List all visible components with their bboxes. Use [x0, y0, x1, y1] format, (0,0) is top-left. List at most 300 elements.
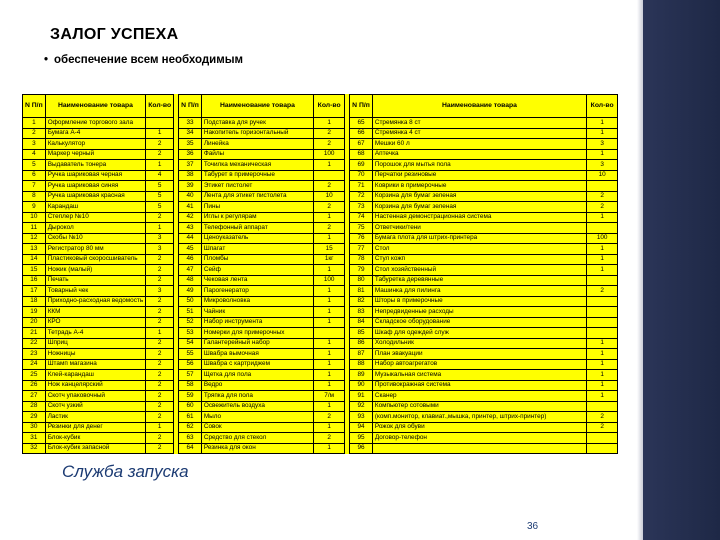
- item-name: Точилка механическая: [201, 160, 313, 171]
- item-quantity: 1: [587, 338, 618, 349]
- table-row: [179, 370, 345, 381]
- item-quantity: [587, 433, 618, 444]
- row-number: 74: [350, 212, 373, 223]
- item-quantity: 3: [146, 244, 174, 255]
- row-number: 94: [350, 422, 373, 433]
- item-name: Средство для стекол: [201, 433, 313, 444]
- table-row: [23, 422, 174, 433]
- item-quantity: 2: [146, 265, 174, 276]
- item-name: Чековая лента: [201, 275, 313, 286]
- row-number: 72: [350, 191, 373, 202]
- row-number: 7: [23, 181, 46, 192]
- item-quantity: 1: [314, 401, 345, 412]
- row-number: 24: [23, 359, 46, 370]
- item-name: Щетка для пола: [201, 370, 313, 381]
- item-quantity: 100: [314, 149, 345, 160]
- row-number: 88: [350, 359, 373, 370]
- row-number: 59: [179, 391, 202, 402]
- item-name: Коврики в примерочные: [372, 181, 586, 192]
- item-name: Настенная демонстрационная система: [372, 212, 586, 223]
- row-number: 43: [179, 223, 202, 234]
- item-quantity: 10: [587, 170, 618, 181]
- row-number: 41: [179, 202, 202, 213]
- item-name: Ведро: [201, 380, 313, 391]
- item-name: Товарный чек: [45, 286, 146, 297]
- item-quantity: 5: [146, 202, 174, 213]
- footer-caption: Служба запуска: [62, 462, 189, 481]
- item-quantity: 1: [587, 391, 618, 402]
- table-row: [350, 265, 618, 276]
- row-number: 91: [350, 391, 373, 402]
- table-row: [350, 380, 618, 391]
- row-number: 92: [350, 401, 373, 412]
- row-number: 65: [350, 118, 373, 129]
- item-quantity: 1: [146, 128, 174, 139]
- row-number: 75: [350, 223, 373, 234]
- item-quantity: 2: [146, 317, 174, 328]
- item-name: Корзина для бумаг зеленая: [372, 191, 586, 202]
- row-number: 25: [23, 370, 46, 381]
- table-row: [23, 244, 174, 255]
- item-name: Набор автоагрегатов: [372, 359, 586, 370]
- item-quantity: 2: [146, 370, 174, 381]
- table-row: [179, 118, 345, 129]
- col-header-n: N П/п: [23, 95, 46, 118]
- page-number: 36: [527, 521, 539, 532]
- item-quantity: 2: [146, 359, 174, 370]
- table-row: [179, 317, 345, 328]
- table-row: [350, 391, 618, 402]
- table-row: [23, 359, 174, 370]
- row-number: 86: [350, 338, 373, 349]
- table-row: [350, 433, 618, 444]
- table-row: [23, 128, 174, 139]
- row-number: 85: [350, 328, 373, 339]
- row-number: 3: [23, 139, 46, 150]
- item-quantity: 2: [314, 202, 345, 213]
- row-number: 40: [179, 191, 202, 202]
- item-quantity: 1: [314, 338, 345, 349]
- table-row: [179, 223, 345, 234]
- item-name: Лента для этикет пистолета: [201, 191, 313, 202]
- row-number: 31: [23, 433, 46, 444]
- item-name: Сейф: [201, 265, 313, 276]
- item-quantity: 3: [146, 286, 174, 297]
- table-row: [23, 391, 174, 402]
- item-name: Выдаватель тонера: [45, 160, 146, 171]
- table-row: [179, 265, 345, 276]
- item-name: Телефонный аппарат: [201, 223, 313, 234]
- item-quantity: 1: [587, 359, 618, 370]
- table-row: [350, 149, 618, 160]
- table-row: [23, 328, 174, 339]
- row-number: 38: [179, 170, 202, 181]
- item-quantity: 1: [587, 244, 618, 255]
- table-row: [350, 422, 618, 433]
- table-row: [23, 296, 174, 307]
- item-quantity: 1: [314, 307, 345, 318]
- item-quantity: 3: [146, 233, 174, 244]
- item-quantity: [587, 328, 618, 339]
- item-quantity: 1: [314, 233, 345, 244]
- item-quantity: [587, 275, 618, 286]
- item-name: Подставка для ручек: [201, 118, 313, 129]
- row-number: 12: [23, 233, 46, 244]
- table-row: [23, 443, 174, 454]
- item-quantity: 1: [587, 212, 618, 223]
- item-name: Линейка: [201, 139, 313, 150]
- item-name: Чайник: [201, 307, 313, 318]
- table-row: [179, 412, 345, 423]
- table-row: [179, 191, 345, 202]
- sidebar-decoration: [643, 0, 720, 540]
- item-quantity: 1кг: [314, 254, 345, 265]
- row-number: 93: [350, 412, 373, 423]
- item-quantity: 1: [587, 349, 618, 360]
- table-row: [350, 349, 618, 360]
- table-row: [179, 139, 345, 150]
- row-number: 78: [350, 254, 373, 265]
- row-number: 71: [350, 181, 373, 192]
- row-number: 87: [350, 349, 373, 360]
- item-quantity: [146, 118, 174, 129]
- item-quantity: 1: [314, 160, 345, 171]
- item-quantity: 5: [146, 191, 174, 202]
- item-quantity: 2: [587, 286, 618, 297]
- item-name: Совок: [201, 422, 313, 433]
- table-row: [179, 181, 345, 192]
- table-row: [350, 202, 618, 213]
- inventory-table-2: [178, 94, 345, 454]
- table-row: [23, 202, 174, 213]
- row-number: 79: [350, 265, 373, 276]
- table-row: [179, 401, 345, 412]
- row-number: 44: [179, 233, 202, 244]
- item-name: Галантерейный набор: [201, 338, 313, 349]
- item-quantity: 1: [587, 118, 618, 129]
- item-name: (комп.монитор, клавиат.,мышка, принтер, штрих-принтер): [372, 412, 586, 423]
- item-name: Шторы в примерочные: [372, 296, 586, 307]
- item-name: Аптечка: [372, 149, 586, 160]
- item-quantity: 3: [587, 160, 618, 171]
- item-quantity: 2: [314, 139, 345, 150]
- item-name: КРО: [45, 317, 146, 328]
- item-name: Скобы №10: [45, 233, 146, 244]
- item-quantity: [314, 170, 345, 181]
- item-quantity: 2: [587, 412, 618, 423]
- col-header-name: Наименование товара: [372, 95, 586, 118]
- row-number: 49: [179, 286, 202, 297]
- row-number: 56: [179, 359, 202, 370]
- item-name: Пластиковый скоросшиватель: [45, 254, 146, 265]
- item-quantity: 1: [587, 380, 618, 391]
- item-quantity: 2: [146, 349, 174, 360]
- table-row: [179, 160, 345, 171]
- row-number: 60: [179, 401, 202, 412]
- item-name: Бумага А-4: [45, 128, 146, 139]
- item-name: Стол хозяйственный: [372, 265, 586, 276]
- item-name: Табуретка деревянные: [372, 275, 586, 286]
- item-name: Клей-карандаш: [45, 370, 146, 381]
- table-row: [179, 338, 345, 349]
- item-quantity: 2: [146, 412, 174, 423]
- item-name: Номерки для примерочных: [201, 328, 313, 339]
- inventory-table-1: [22, 94, 174, 454]
- item-name: Стремянка 4 ст: [372, 128, 586, 139]
- row-number: 21: [23, 328, 46, 339]
- row-number: 51: [179, 307, 202, 318]
- item-quantity: 2: [146, 338, 174, 349]
- row-number: 58: [179, 380, 202, 391]
- row-number: 62: [179, 422, 202, 433]
- item-name: Музыкальная система: [372, 370, 586, 381]
- row-number: 27: [23, 391, 46, 402]
- table-row: [23, 286, 174, 297]
- inventory-tables: [22, 94, 618, 454]
- table-row: [23, 223, 174, 234]
- table-row: [350, 338, 618, 349]
- item-name: Ручка шариковая красная: [45, 191, 146, 202]
- row-number: 95: [350, 433, 373, 444]
- row-number: 23: [23, 349, 46, 360]
- item-name: Машинка для пилинга: [372, 286, 586, 297]
- item-name: Ножницы: [45, 349, 146, 360]
- item-quantity: 4: [146, 170, 174, 181]
- item-quantity: 1: [314, 370, 345, 381]
- table-row: [179, 433, 345, 444]
- item-quantity: 2: [146, 275, 174, 286]
- item-quantity: [314, 328, 345, 339]
- item-name: Сканер: [372, 391, 586, 402]
- table-row: [350, 160, 618, 171]
- row-number: 96: [350, 443, 373, 454]
- item-name: Набор инструмента: [201, 317, 313, 328]
- row-number: 82: [350, 296, 373, 307]
- row-number: 16: [23, 275, 46, 286]
- row-number: 14: [23, 254, 46, 265]
- table-row: [350, 181, 618, 192]
- item-quantity: 2: [146, 149, 174, 160]
- table-row: [23, 191, 174, 202]
- row-number: 90: [350, 380, 373, 391]
- item-quantity: 15: [314, 244, 345, 255]
- table-row: [23, 370, 174, 381]
- item-quantity: [587, 401, 618, 412]
- bullet-point: [44, 54, 243, 66]
- item-quantity: 10: [314, 191, 345, 202]
- row-number: 8: [23, 191, 46, 202]
- row-number: 63: [179, 433, 202, 444]
- item-name: Непредвиденные расходы: [372, 307, 586, 318]
- table-row: [350, 233, 618, 244]
- table-row: [23, 181, 174, 192]
- item-quantity: 3: [587, 139, 618, 150]
- row-number: 89: [350, 370, 373, 381]
- item-name: Степлер №10: [45, 212, 146, 223]
- item-quantity: 1: [314, 296, 345, 307]
- item-name: Шприц: [45, 338, 146, 349]
- row-number: 20: [23, 317, 46, 328]
- item-quantity: 100: [314, 275, 345, 286]
- table-row: [23, 307, 174, 318]
- row-number: 10: [23, 212, 46, 223]
- item-name: Маркер черный: [45, 149, 146, 160]
- item-quantity: 2: [146, 443, 174, 454]
- row-number: 1: [23, 118, 46, 129]
- item-quantity: 1: [314, 317, 345, 328]
- table-row: [179, 328, 345, 339]
- row-number: 9: [23, 202, 46, 213]
- row-number: 55: [179, 349, 202, 360]
- item-name: Бумага плота для штрих-принтера: [372, 233, 586, 244]
- item-name: Шпагат: [201, 244, 313, 255]
- table-row: [350, 443, 618, 454]
- item-name: Ответчики/тени: [372, 223, 586, 234]
- item-name: План эвакуации: [372, 349, 586, 360]
- item-quantity: 2: [587, 202, 618, 213]
- item-quantity: 2: [146, 139, 174, 150]
- item-name: Пломбы: [201, 254, 313, 265]
- table-row: [23, 118, 174, 129]
- row-number: 39: [179, 181, 202, 192]
- item-quantity: 1: [146, 422, 174, 433]
- item-name: Противокражная система: [372, 380, 586, 391]
- item-quantity: 2: [146, 254, 174, 265]
- item-quantity: 1: [587, 254, 618, 265]
- table-row: [179, 275, 345, 286]
- row-number: 17: [23, 286, 46, 297]
- row-number: 18: [23, 296, 46, 307]
- item-quantity: 1: [587, 370, 618, 381]
- item-name: Табурет в примерочные: [201, 170, 313, 181]
- item-name: Штамп магазина: [45, 359, 146, 370]
- table-row: [350, 307, 618, 318]
- table-row: [350, 359, 618, 370]
- item-quantity: 5: [146, 181, 174, 192]
- row-number: 36: [179, 149, 202, 160]
- item-name: Ручка шариковая синяя: [45, 181, 146, 192]
- row-number: 81: [350, 286, 373, 297]
- table-row: [179, 170, 345, 181]
- row-number: 84: [350, 317, 373, 328]
- item-quantity: [587, 307, 618, 318]
- table-row: [350, 254, 618, 265]
- row-number: 2: [23, 128, 46, 139]
- table-row: [179, 149, 345, 160]
- row-number: 80: [350, 275, 373, 286]
- row-number: 32: [23, 443, 46, 454]
- table-row: [350, 118, 618, 129]
- item-name: [372, 443, 586, 454]
- item-name: Регистратор 80 мм: [45, 244, 146, 255]
- row-number: 70: [350, 170, 373, 181]
- item-name: Нож канцелярский: [45, 380, 146, 391]
- table-row: [350, 223, 618, 234]
- row-number: 67: [350, 139, 373, 150]
- item-quantity: 2: [146, 401, 174, 412]
- item-name: Швабра вымочная: [201, 349, 313, 360]
- item-quantity: 2: [587, 422, 618, 433]
- table-row: [350, 401, 618, 412]
- row-number: 5: [23, 160, 46, 171]
- table-row: [179, 296, 345, 307]
- table-row: [23, 149, 174, 160]
- item-name: Освежитель воздуха: [201, 401, 313, 412]
- item-quantity: 100: [587, 233, 618, 244]
- item-quantity: 2: [314, 128, 345, 139]
- table-row: [350, 128, 618, 139]
- row-number: 42: [179, 212, 202, 223]
- item-name: Блок-кубик запасной: [45, 443, 146, 454]
- item-name: Тряпка для пола: [201, 391, 313, 402]
- item-name: Скотч упаковочный: [45, 391, 146, 402]
- item-quantity: 1: [314, 265, 345, 276]
- row-number: 83: [350, 307, 373, 318]
- table-row: [23, 412, 174, 423]
- item-quantity: 1: [314, 212, 345, 223]
- item-quantity: 2: [314, 223, 345, 234]
- item-quantity: [587, 317, 618, 328]
- table-row: [350, 328, 618, 339]
- item-name: Перчатки резиновые: [372, 170, 586, 181]
- item-quantity: [587, 223, 618, 234]
- row-number: 66: [350, 128, 373, 139]
- item-name: Стул кожп: [372, 254, 586, 265]
- item-name: Рожок для обуви: [372, 422, 586, 433]
- table-row: [23, 349, 174, 360]
- item-name: Пины: [201, 202, 313, 213]
- item-name: Стол: [372, 244, 586, 255]
- item-name: Микроволновка: [201, 296, 313, 307]
- table-row: [179, 391, 345, 402]
- item-name: Файлы: [201, 149, 313, 160]
- table-row: [350, 275, 618, 286]
- item-name: Швабра с картриджем: [201, 359, 313, 370]
- item-name: Ножик (малый): [45, 265, 146, 276]
- item-quantity: 1: [587, 149, 618, 160]
- table-row: [23, 233, 174, 244]
- item-quantity: 1: [314, 359, 345, 370]
- item-name: Ценоуказатель: [201, 233, 313, 244]
- item-name: Складское оборудование: [372, 317, 586, 328]
- item-quantity: 1: [314, 443, 345, 454]
- table-row: [179, 380, 345, 391]
- item-name: Дырокол: [45, 223, 146, 234]
- item-name: Порошок для мытья пола: [372, 160, 586, 171]
- row-number: 77: [350, 244, 373, 255]
- item-quantity: 1: [314, 349, 345, 360]
- table-row: [179, 244, 345, 255]
- item-name: Ластик: [45, 412, 146, 423]
- table-row: [350, 317, 618, 328]
- table-row: [179, 359, 345, 370]
- item-name: Ручка шариковая черная: [45, 170, 146, 181]
- table-row: [350, 244, 618, 255]
- table-row: [179, 128, 345, 139]
- row-number: 6: [23, 170, 46, 181]
- item-name: Скотч узкий: [45, 401, 146, 412]
- table-row: [23, 317, 174, 328]
- item-name: Стремянка 8 ст: [372, 118, 586, 129]
- item-quantity: 2: [146, 296, 174, 307]
- table-row: [179, 422, 345, 433]
- row-number: 37: [179, 160, 202, 171]
- item-quantity: 2: [314, 433, 345, 444]
- row-number: 4: [23, 149, 46, 160]
- row-number: 11: [23, 223, 46, 234]
- table-row: [350, 412, 618, 423]
- row-number: 53: [179, 328, 202, 339]
